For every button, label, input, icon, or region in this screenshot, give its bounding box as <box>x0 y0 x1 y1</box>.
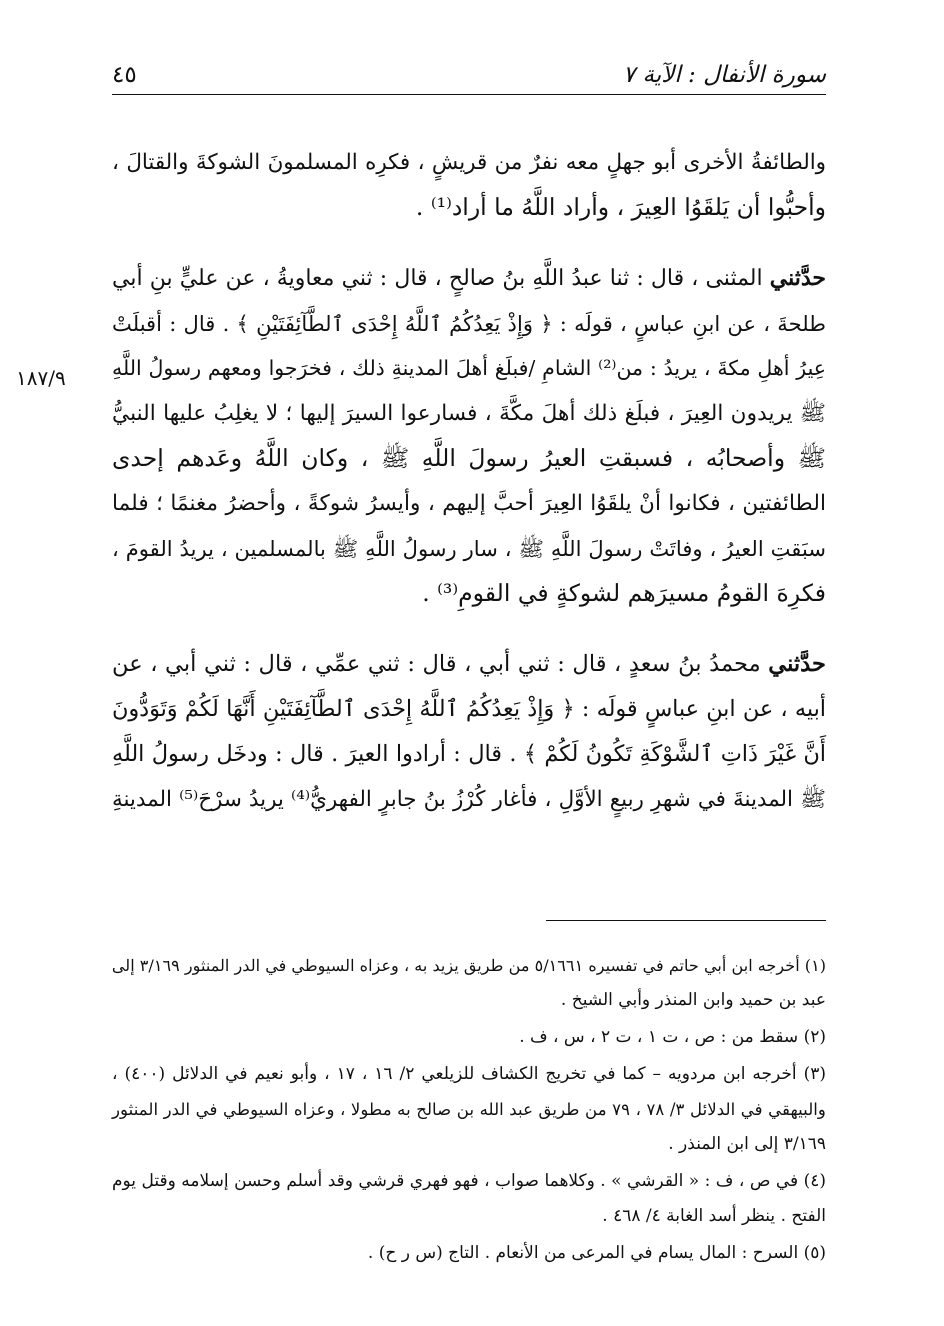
footnote-5 <box>112 1236 826 1271</box>
text-line: الطائفتين ، فكانوا أنْ يلقَوُا العِيرَ أحبَّ إليهم ، وأيسرُ شوكةً ، وأحضرُ مغنمًا ؛ فلما <box>112 491 826 516</box>
footnote-1 <box>112 948 826 1018</box>
paragraph-lead: حدَّثني <box>769 265 827 291</box>
footnote-2 <box>112 1020 826 1055</box>
footnote-line: (٣) أخرجه ابن مردويه – كما في تخريج الكشاف للزيلعي ٢/ ١٦ ، ١٧ ، وأبو نعيم في الدلائل (٤٠٠) ، <box>112 1064 826 1084</box>
text-line: ﷺ وأصحابُه ، فسبقتِ العيرُ رسولَ اللَّهِ ﷺ ، وكان اللَّهُ وعَدهم إحدى <box>112 444 826 472</box>
text-line: أبيه ، عن ابنِ عباسٍ قولَه : ﴿ وَإِذْ يَعِدُكُمُ ٱللَّهُ إِحْدَى ٱلطَّآئِفَتَيْنِ أَنَّهَا لَكُمْ وَتَوَدُّونَ <box>112 696 826 722</box>
paragraph-2 <box>112 256 826 616</box>
text-line: ﷺ يريدون العِيرَ ، فبلَغ ذلك أهلَ مكَّةَ ، فسارعوا السيرَ إليها ؛ لا يغلِبُ عليها النبيُّ <box>112 401 826 426</box>
paragraph-1 <box>112 140 826 230</box>
text-line: والطائفةُ الأخرى أبو جهلٍ معه نفرٌ من قريشٍ ، فكرِه المسلمونَ الشوكةَ والقتالَ ، <box>112 150 826 175</box>
running-title: سورة الأنفال : الآية ٧ <box>622 62 826 88</box>
text-line: عِيرُ أهلِ مكةَ ، يريدُ : من⁽²⁾ الشامِ /فبلَغ أهلَ المدينةِ ذلك ، فخرَجوا ومعهم رسولُ اللَّهِ <box>112 356 827 380</box>
main-text <box>112 140 826 848</box>
text-line-with-lead <box>112 256 826 301</box>
footnote-line: والبيهقي في الدلائل ٣/ ٧٨ ، ٧٩ من طريق عبد الله بن صالح به مطولا ، وعزاه السيوطي في الدر المنثور <box>112 1099 826 1119</box>
text-line: ﷺ المدينةَ في شهرِ ربيعٍ الأوَّلِ ، فأغار كُرْزُ بنُ جابرٍ الفهريُّ⁽⁴⁾ يريدُ سرْحَ⁽⁵⁾ المدينةِ <box>112 787 826 812</box>
margin-reference: ١٨٧/٩ <box>16 366 66 390</box>
footnote-4 <box>112 1164 826 1234</box>
paragraph-3 <box>112 642 826 822</box>
footnote-line: الفتح . ينظر أسد الغابة ٤/ ٤٦٨ . <box>602 1206 826 1226</box>
page-number: ٤٥ <box>112 62 137 88</box>
text-line: فكرِهَ القومُ مسيرَهم لشوكةٍ في القومِ⁽³⁾ . <box>422 579 826 607</box>
paragraph-lead: حدَّثني <box>768 651 826 677</box>
text-line: المثنى ، قال : ثنا عبدُ اللَّهِ بنُ صالحٍ ، قال : ثني معاويةُ ، عن عليٍّ بنِ أبي <box>112 266 770 291</box>
footnotes <box>112 948 826 1273</box>
text-line: أَنَّ غَيْرَ ذَاتِ ٱلشَّوْكَةِ تَكُونُ لَكُمْ ﴾ . قال : أرادوا العيرَ . قال : ودخَل رسولُ اللَّهِ <box>112 741 826 767</box>
footnote-line: (١) أخرجه ابن أبي حاتم في تفسيره ٥/١٦٦١ من طريق يزيد به ، وعزاه السيوطي في الدر المنثور ٣/١٦٩ إلى <box>111 956 826 975</box>
text-line-with-lead <box>112 642 826 687</box>
footnote-line: (٢) سقط من : ص ، ت ١ ، ت ٢ ، س ، ف . <box>519 1027 826 1047</box>
footnote-line: (٤) في ص ، ف : « القرشي » . وكلاهما صواب ، فهو فهري قرشي وقد أسلم وحسن إسلامه وقتل يوم <box>112 1171 826 1191</box>
footnote-line: عبد بن حميد وابن المنذر وأبي الشيخ . <box>560 990 826 1010</box>
footnote-line: (٥) السرح : المال يسام في المرعى من الأنعام . التاج (س ر ح) . <box>367 1243 826 1263</box>
text-line: سبَقتِ العيرُ ، وفاتَتْ رسولَ اللَّهِ ﷺ ، سار رسولُ اللَّهِ ﷺ بالمسلمين ، يريدُ القومَ ، <box>112 536 826 561</box>
text-line: وأحبُّوا أن يَلقَوُا العِيرَ ، وأراد اللَّهُ ما أراد⁽¹⁾ . <box>415 193 826 221</box>
text-line: محمدُ بنُ سعدٍ ، قال : ثني أبي ، قال : ثني عمِّي ، قال : ثني أبي ، عن <box>112 651 769 677</box>
running-header <box>112 54 826 95</box>
footnote-line: ٣/١٦٩ إلى ابن المنذر . <box>668 1134 826 1154</box>
footnote-divider <box>546 920 826 921</box>
text-line: طلحةَ ، عن ابنِ عباسٍ ، قولَه : ﴿ وَإِذْ يَعِدُكُمُ ٱللَّهُ إِحْدَى ٱلطَّآئِفَتَيْنِ ﴾ . قال : أقبلَتْ <box>112 311 826 336</box>
footnote-3 <box>112 1057 826 1162</box>
